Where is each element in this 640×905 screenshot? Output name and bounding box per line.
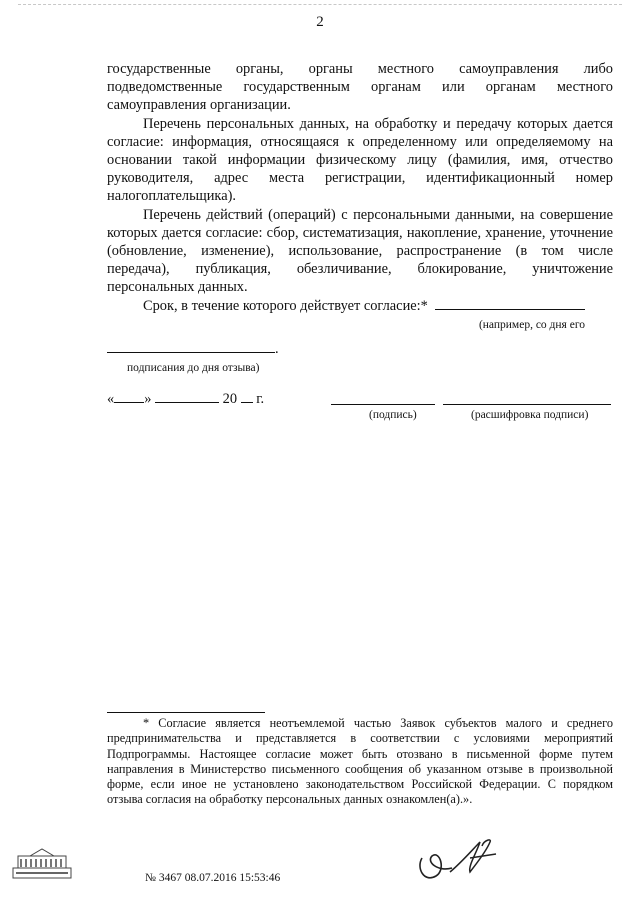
document-body <box>107 60 613 377</box>
registration-number: № 3467 08.07.2016 15:53:46 <box>145 872 281 884</box>
date-day-blank <box>114 390 144 403</box>
date-year-blank <box>241 390 253 403</box>
date-field <box>107 390 264 408</box>
paragraph-consent-term <box>107 297 613 315</box>
signature-decode-blank <box>443 392 611 405</box>
date-month-blank <box>155 390 219 403</box>
date-open-quote: « <box>107 391 115 407</box>
date-year-prefix: 20 <box>222 391 238 407</box>
footnote-divider <box>107 712 265 713</box>
consent-term-continuation: . <box>107 340 613 358</box>
consent-term-label: Срок, в течение которого действует согласие:* <box>143 297 428 314</box>
signature-row <box>107 390 613 430</box>
signature-blank <box>331 392 435 405</box>
signature-label: (подпись) <box>369 409 417 421</box>
consent-term-hint-1: (например, со дня его <box>478 318 585 331</box>
consent-term-hint-2: подписания до дня отзыва) <box>127 362 260 375</box>
paragraph-continuation: государственные органы, органы местного самоуправления либо подведомственные государственным органам или органам местного самоуправления организации. <box>107 61 613 114</box>
footnote-text: * Согласие является неотъемлемой частью Заявок субъектов малого и среднего предпринимательства и представляется в соответствии с условиями мероприятий Подпрограммы. Настоящее согласие может быть отозвано в письменной форме путем направления в Министерство письменного сообщения об указанном отзыве в произвольной форме, если иное не установлено законодательством Российской Федерации. С порядком отзыва согласия на обработку персональных данных ознакомлен(а).». <box>107 716 613 807</box>
footnote <box>107 716 613 808</box>
consent-term-blank-2 <box>107 340 275 353</box>
ministry-stamp-icon <box>12 846 72 880</box>
date-year-suffix: г. <box>256 391 265 407</box>
date-close-quote: » <box>144 391 152 407</box>
handwritten-signature-icon <box>410 828 520 888</box>
paragraph-actions-list: Перечень действий (операций) с персональными данными, на совершение которых дается согласие: сбор, систематизация, накопление, хранение, уточнение (обновление, изменение), использование, распространение (в том числе передача), публикация, обезличивание, блокирование, уничтожение персональных данных. <box>107 206 613 296</box>
signature-decode-label: (расшифровка подписи) <box>471 409 589 421</box>
consent-term-blank <box>435 297 585 310</box>
scan-header-line <box>18 4 622 6</box>
paragraph-personal-data-list: Перечень персональных данных, на обработку и передачу которых дается согласие: информация, относящаяся к определенному или определяемому на основании такой информации физическому лицу (фамилия, имя, отчество руководителя, адрес места регистрации, идентификационный номер налогоплательщика). <box>107 115 613 205</box>
page-number: 2 <box>316 14 324 30</box>
